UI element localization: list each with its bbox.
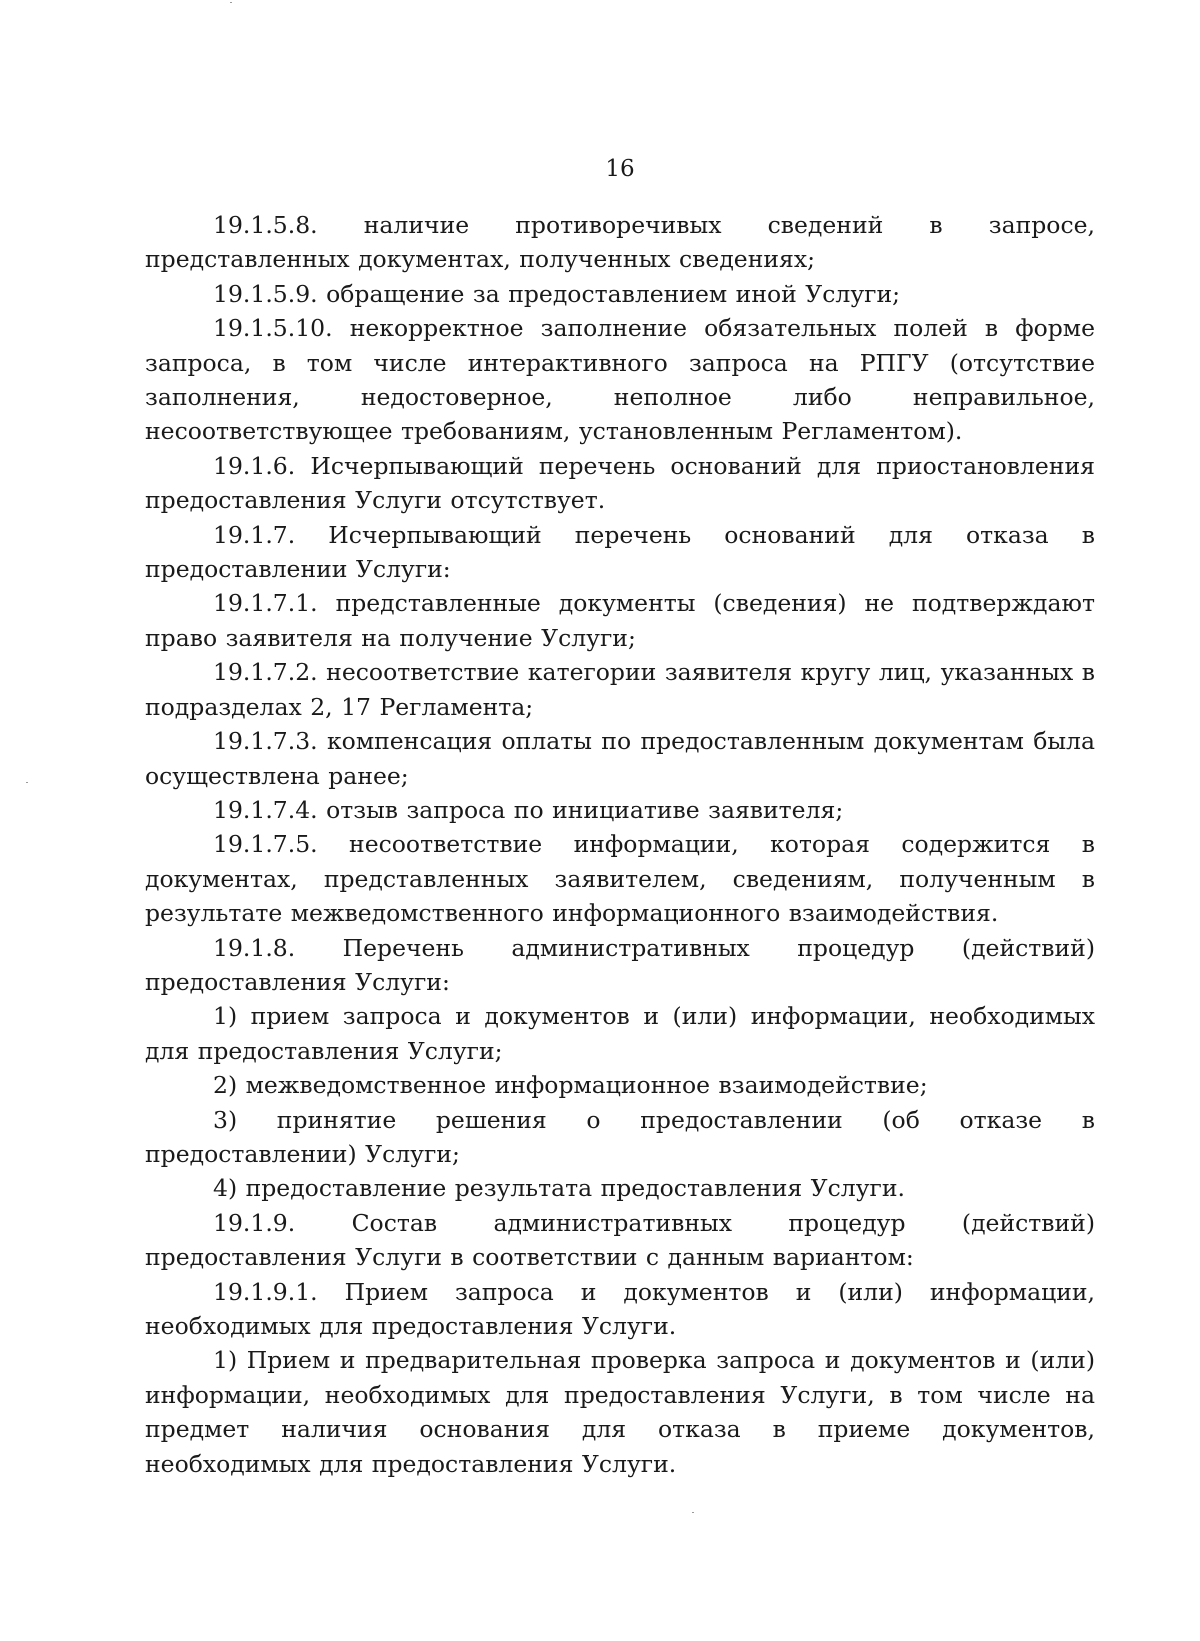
list-item: 4) предоставление результата предоставления Услуги. [213, 1174, 906, 1203]
paragraph: 19.1.7.4. отзыв запроса по инициативе заявителя; [213, 795, 844, 824]
scan-speck [26, 782, 28, 783]
paragraph: 19.1.5.8. наличие противоречивых сведений в запросе, представленных документах, полученных сведениях; [145, 211, 1095, 274]
paragraph: 19.1.7.5. несоответствие информации, которая содержится в документах, представленных заявителем, сведениям, полученным в результате межведомственного информационного взаимодействия. [145, 830, 1095, 928]
document-body [145, 208, 1095, 1481]
paragraph: 19.1.7.2. несоответствие категории заявителя кругу лиц, указанных в подразделах 2, 17 Регламента; [145, 658, 1095, 721]
paragraph: 19.1.5.9. обращение за предоставлением иной Услуги; [213, 279, 901, 308]
paragraph: 19.1.7.1. представленные документы (сведения) не подтверждают право заявителя на получение Услуги; [145, 589, 1095, 652]
list-item: 1) Прием и предварительная проверка запроса и документов и (или) информации, необходимых для предоставления Услуги, в том числе на предмет наличия основания для отказа в приеме документов, необходимых для предоставления Услуги. [145, 1346, 1095, 1478]
page-number: 16 [605, 156, 635, 182]
list-item: 1) прием запроса и документов и (или) информации, необходимых для предоставления Услуги; [145, 1002, 1095, 1065]
paragraph: 19.1.5.10. некорректное заполнение обязательных полей в форме запроса, в том числе интерактивного запроса на РПГУ (отсутствие заполнения, недостоверное, неполное либо неправильное, несоответствующее требованиям, установленным Регламентом). [145, 314, 1095, 446]
list-item: 2) межведомственное информационное взаимодействие; [213, 1071, 928, 1100]
paragraph: 19.1.6. Исчерпывающий перечень оснований для приостановления предоставления Услуги отсутствует. [145, 451, 1095, 515]
paragraph: 19.1.8. Перечень административных процедур (действий) предоставления Услуги: [145, 933, 1095, 996]
paragraph: 19.1.9.1. Прием запроса и документов и (или) информации, необходимых для предоставления Услуги. [145, 1277, 1095, 1340]
paragraph: 19.1.7.3. компенсация оплаты по предоставленным документам была осуществлена ранее; [145, 727, 1095, 790]
paragraph: 19.1.7. Исчерпывающий перечень оснований для отказа в предоставлении Услуги: [145, 520, 1095, 584]
paragraph: 19.1.9. Состав административных процедур (действий) предоставления Услуги в соответствии с данным вариантом: [145, 1208, 1095, 1272]
list-item: 3) принятие решения о предоставлении (об отказе в предоставлении) Услуги; [145, 1105, 1095, 1168]
scan-speck [692, 1512, 694, 1513]
scan-speck [230, 2, 232, 3]
